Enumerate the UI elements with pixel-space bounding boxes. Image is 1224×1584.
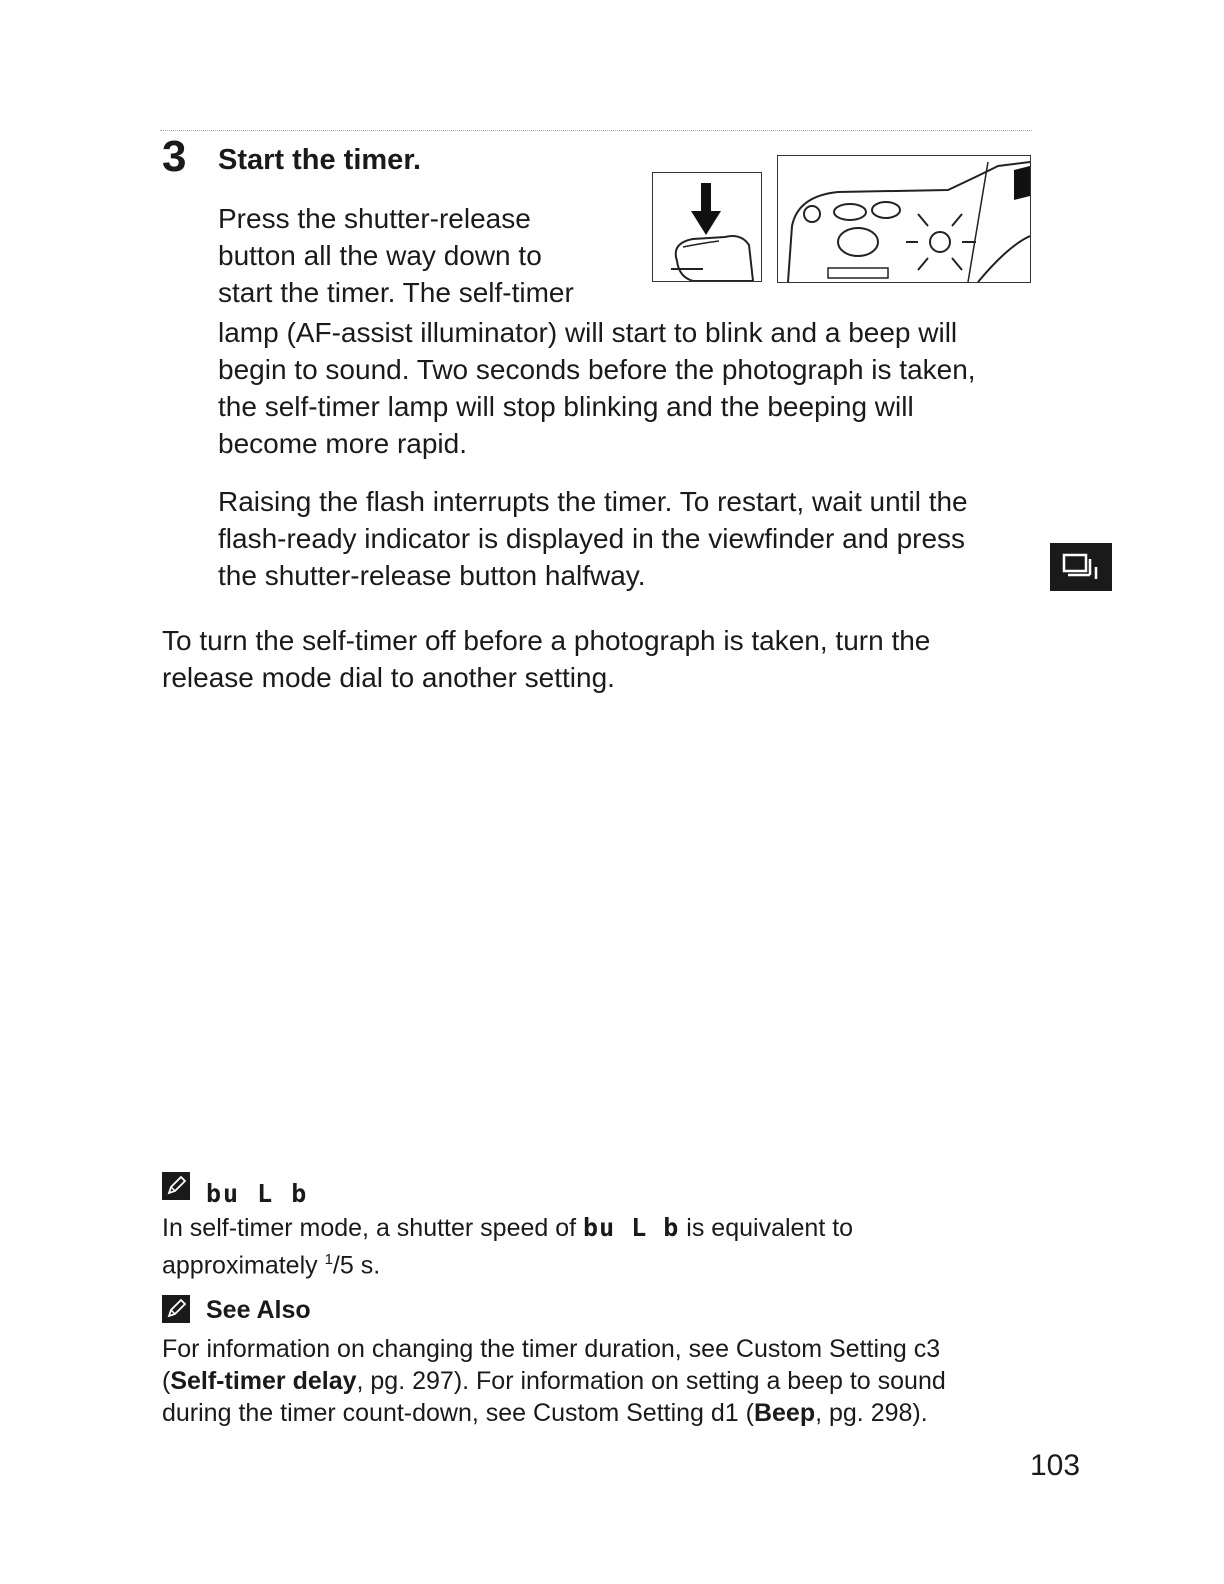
text-line [162,1212,1022,1244]
page-number: 103 [1030,1449,1081,1482]
self-timer-lamp-illustration [777,155,1031,283]
text-run: , pg. 298). [815,1399,928,1427]
bulb-note-title: bu L b [206,1179,309,1208]
shutter-press-illustration [652,172,762,282]
release-mode-icon [1050,543,1112,591]
self-timer-delay-reference: Self-timer delay [170,1367,357,1395]
release-mode-section-tab [1050,543,1112,591]
text-line: Press the shutter-release [218,203,531,234]
bulb-note-text [162,1212,1022,1281]
text-line: release mode dial to another setting. [162,662,615,693]
see-also-title: See Also [206,1296,311,1324]
step-intro-paragraph [218,200,638,311]
text-run: ( [162,1367,171,1395]
beep-reference: Beep [753,1399,816,1427]
text-line: Raising the flash interrupts the timer. To restart, wait until the [218,486,968,517]
top-rule [160,130,1032,131]
text-run: during the timer count-down, see Custom Setting d1 ( [162,1399,754,1427]
turn-off-paragraph [162,622,1042,696]
step-number: 3 [162,132,187,181]
text-run: , pg. 297). For information on setting a beep to sound [356,1367,946,1395]
text-run: approximately [162,1251,325,1280]
text-line: flash-ready indicator is displayed in the viewfinder and press [218,523,966,554]
text-line: start the timer. The self-timer [218,277,574,308]
pencil-note-icon [162,1295,190,1323]
fraction-rest: /5 s. [332,1251,381,1280]
finger-press-icon [653,173,761,281]
camera-lamp-icon [778,156,1030,282]
step-title: Start the timer. [218,144,422,176]
bulb-display-text: bu L b [583,1213,680,1242]
text-run: In self-timer mode, a shutter speed of [162,1214,584,1242]
text-line: To turn the self-timer off before a photograph is taken, turn the [162,625,931,656]
text-line: lamp (AF-assist illuminator) will start to blink and a beep will [218,317,958,348]
text-line: the shutter-release button halfway. [218,560,646,591]
text-line [162,1365,1042,1397]
text-run: is equivalent to [679,1214,854,1242]
step-description-continued [218,314,1048,462]
text-line: the self-timer lamp will stop blinking and the beeping will [218,391,914,422]
text-line [162,1397,1042,1429]
text-line: For information on changing the timer duration, see Custom Setting c3 [162,1335,941,1363]
flash-interrupt-paragraph [218,483,1048,594]
text-line [162,1244,1022,1281]
see-also-text [162,1333,1042,1429]
text-line: button all the way down to [218,240,542,271]
text-line: become more rapid. [218,428,468,459]
pencil-note-icon [162,1172,190,1200]
text-line: begin to sound. Two seconds before the photograph is taken, [218,354,976,385]
fraction-numerator: 1 [324,1251,333,1268]
